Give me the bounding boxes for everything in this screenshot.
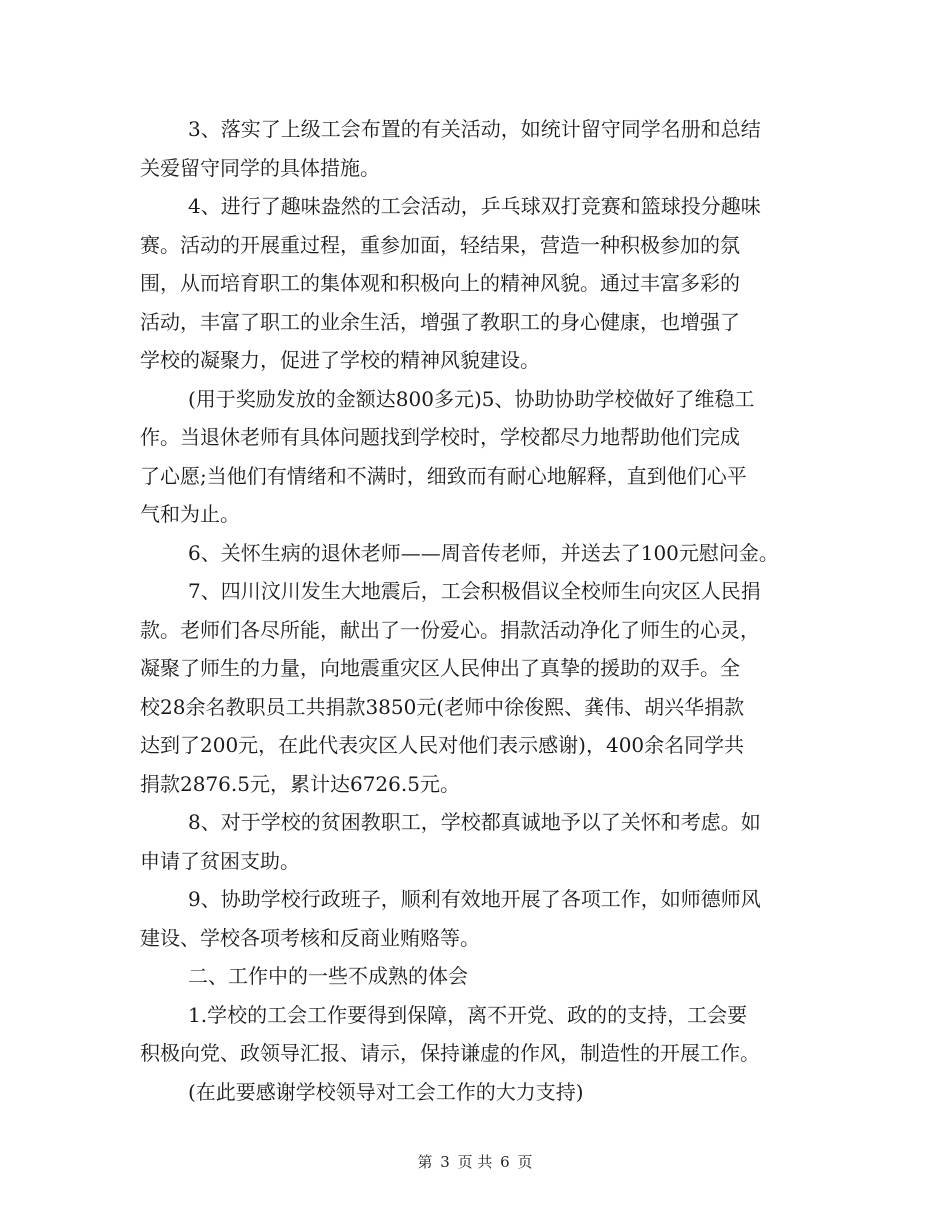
text-line: 作。当退休老师有具体问题找到学校时，学校都尽力地帮助他们完成 [140, 425, 740, 449]
text-line: 捐款2876.5元，累计达6726.5元。 [140, 771, 460, 796]
total-page-number: 6 [500, 1153, 510, 1171]
text-line: 建设、学校各项考核和反商业贿赂等。 [140, 925, 480, 950]
text-line: 8、对于学校的贫困教职工，学校都真诚地予以了关怀和考虑。如 [188, 810, 761, 834]
current-page-number: 3 [440, 1153, 450, 1171]
footer-prefix: 第 [417, 1153, 433, 1171]
text-line: (用于奖励发放的金额达800多元)5、协助协助学校做好了维稳工 [188, 386, 755, 411]
text-line: 款。老师们各尽所能，献出了一份爱心。捐款活动净化了师生的心灵， [140, 617, 760, 642]
footer-suffix: 页 [517, 1153, 533, 1171]
text-line: 活动，丰富了职工的业余生活，增强了教职工的身心健康，也增强了 [140, 309, 740, 334]
text-line: 赛。活动的开展重过程，重参加面，轻结果，营造一种积极参加的氛 [140, 232, 740, 257]
text-line: 学校的凝聚力，促进了学校的精神风貌建设。 [140, 348, 540, 372]
text-line: (在此要感谢学校领导对工会工作的大力支持) [188, 1079, 584, 1104]
text-line: 9、协助学校行政班子，顺利有效地开展了各项工作，如师德师风 [188, 887, 761, 911]
page-footer [0, 1151, 950, 1172]
footer-middle: 页 共 [457, 1153, 493, 1171]
text-line: 气和为止。 [140, 502, 240, 526]
text-line: 了心愿;当他们有情绪和不满时，细致而有耐心地解释，直到他们心平 [140, 463, 747, 488]
text-line: 校28余名教职员工共捐款3850元(老师中徐俊熙、龚伟、胡兴华捐款 [140, 694, 745, 719]
text-line: 6、关怀生病的退休老师——周音传老师，并送去了100元慰问金。 [188, 540, 779, 565]
text-line: 积极向党、政领导汇报、请示，保持谦虚的作风，制造性的开展工作。 [140, 1041, 760, 1065]
text-line: 1.学校的工会工作要得到保障，离不开党、政的的支持，工会要 [188, 1002, 748, 1027]
text-line: 关爱留守同学的具体措施。 [140, 155, 380, 180]
text-line: 3、落实了上级工会布置的有关活动，如统计留守同学名册和总结 [188, 117, 761, 141]
text-line: 围，从而培育职工的集体观和积极向上的精神风貌。通过丰富多彩的 [140, 271, 740, 295]
text-line: 凝聚了师生的力量，向地震重灾区人民伸出了真挚的援助的双手。全 [140, 656, 740, 680]
text-line: 7、四川汶川发生大地震后，工会积极倡议全校师生向灾区人民捐 [188, 579, 761, 603]
document-body [140, 110, 820, 1111]
text-line: 4、进行了趣味盎然的工会活动，乒乓球双打竞赛和篮球投分趣味 [188, 194, 761, 218]
text-line: 申请了贫困支助。 [140, 848, 300, 873]
text-line: 达到了200元，在此代表灾区人民对他们表示感谢)，400余名同学共 [140, 733, 745, 757]
text-line: 二、工作中的一些不成熟的体会 [188, 964, 468, 988]
